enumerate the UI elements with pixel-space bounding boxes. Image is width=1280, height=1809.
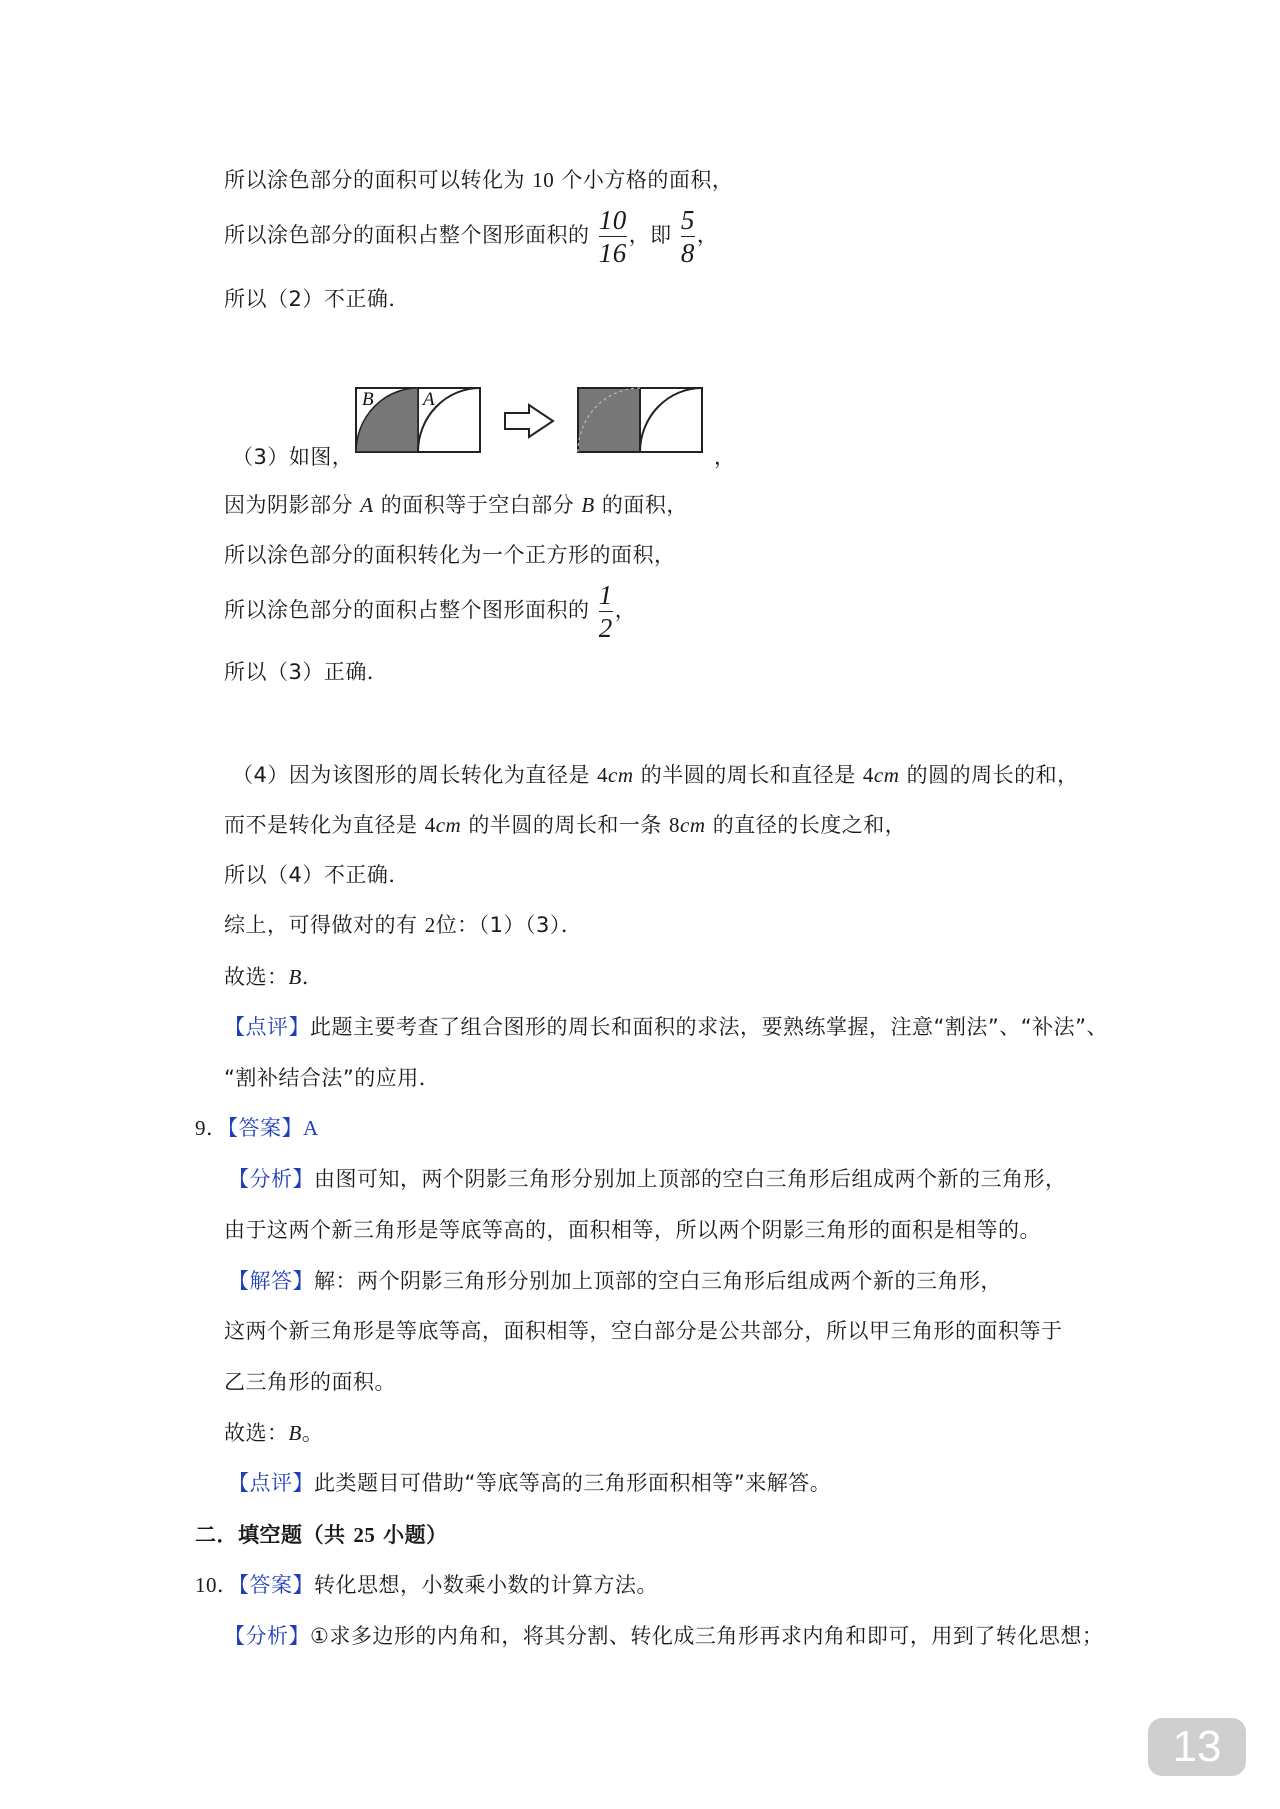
answer-tag: 【答案】 (238, 1573, 314, 1597)
text-line: 【分析】①求多边形的内角和，将其分割、转化成三角形再求内角和即可，用到了转化思想； (224, 1624, 1104, 1648)
text-line: 故选：B。 (224, 1421, 324, 1445)
text-line: “割补结合法”的应用． (224, 1066, 441, 1090)
page-number-badge: 13 (1148, 1718, 1246, 1776)
comment-tag: 【点评】 (228, 1471, 314, 1495)
text-line: （3）如图， (232, 445, 354, 469)
question-answer: 10．【答案】转化思想，小数乘小数的计算方法。 (195, 1573, 658, 1597)
fraction: $\frac{5}{8}$ (680, 204, 695, 268)
text-line: 所以（2）不正确． (224, 287, 410, 311)
text-line: 所以涂色部分的面积可以转化为 10 个小方格的面积， (224, 168, 734, 192)
text-line: 乙三角形的面积。 (224, 1370, 396, 1394)
section-heading: 二．填空题（共 25 小题） (195, 1523, 448, 1547)
text-line: 故选：B． (224, 965, 324, 989)
analysis-tag: 【分析】 (224, 1624, 310, 1648)
fraction: $\frac{1}{2}$ (598, 579, 613, 643)
label-a: A (423, 389, 435, 410)
text-line: 这两个新三角形是等底等高，面积相等，空白部分是公共部分，所以甲三角形的面积等于 (224, 1319, 1063, 1343)
shape-transform-figure (355, 386, 715, 462)
text-line: ， (714, 445, 736, 469)
comment-tag: 【点评】 (224, 1015, 310, 1039)
text-line: 【解答】解：两个阴影三角形分别加上顶部的空白三角形后组成两个新的三角形， (228, 1269, 1002, 1293)
text-line: （4）因为该图形的周长转化为直径是 4cm 的半圆的周长和直径是 4cm 的圆的周长的和， (232, 763, 1079, 787)
text-line: 【点评】此题主要考查了组合图形的周长和面积的求法，要熟练掌握，注意“割法”、“补法”、 (224, 1015, 1109, 1039)
solution-tag: 【解答】 (228, 1269, 314, 1293)
text-line: 由于这两个新三角形是等底等高的，面积相等，所以两个阴影三角形的面积是相等的。 (224, 1218, 1041, 1242)
text-line: 所以（4）不正确． (224, 863, 410, 887)
text-line: 所以涂色部分的面积占整个图形面积的 $\frac{1}{2}$ ， (224, 579, 637, 643)
fraction: $\frac{10}{16}$ (598, 204, 627, 268)
text-line: 所以涂色部分的面积转化为一个正方形的面积， (224, 543, 676, 567)
analysis-tag: 【分析】 (228, 1167, 314, 1191)
text-line: 所以（3）正确． (224, 660, 389, 684)
answer-tag: 【答案】 (227, 1116, 303, 1140)
text-line: 综上，可得做对的有 2位：（1）（3）． (224, 913, 583, 937)
text-line: 因为阴影部分 A 的面积等于空白部分 B 的面积， (224, 493, 688, 517)
question-answer: 9．【答案】A (195, 1116, 319, 1140)
text-line: 而不是转化为直径是 4cm 的半圆的周长和一条 8cm 的直径的长度之和， (224, 813, 907, 837)
label-b: B (362, 389, 374, 410)
text-line: 所以涂色部分的面积占整个图形面积的 $\frac{10}{16}$ ，即 $\frac{5}{8}$ ， (224, 204, 719, 268)
text-line: 【点评】此类题目可借助“等底等高的三角形面积相等”来解答。 (228, 1471, 832, 1495)
text-line: 【分析】由图可知，两个阴影三角形分别加上顶部的空白三角形后组成两个新的三角形， (228, 1167, 1067, 1191)
